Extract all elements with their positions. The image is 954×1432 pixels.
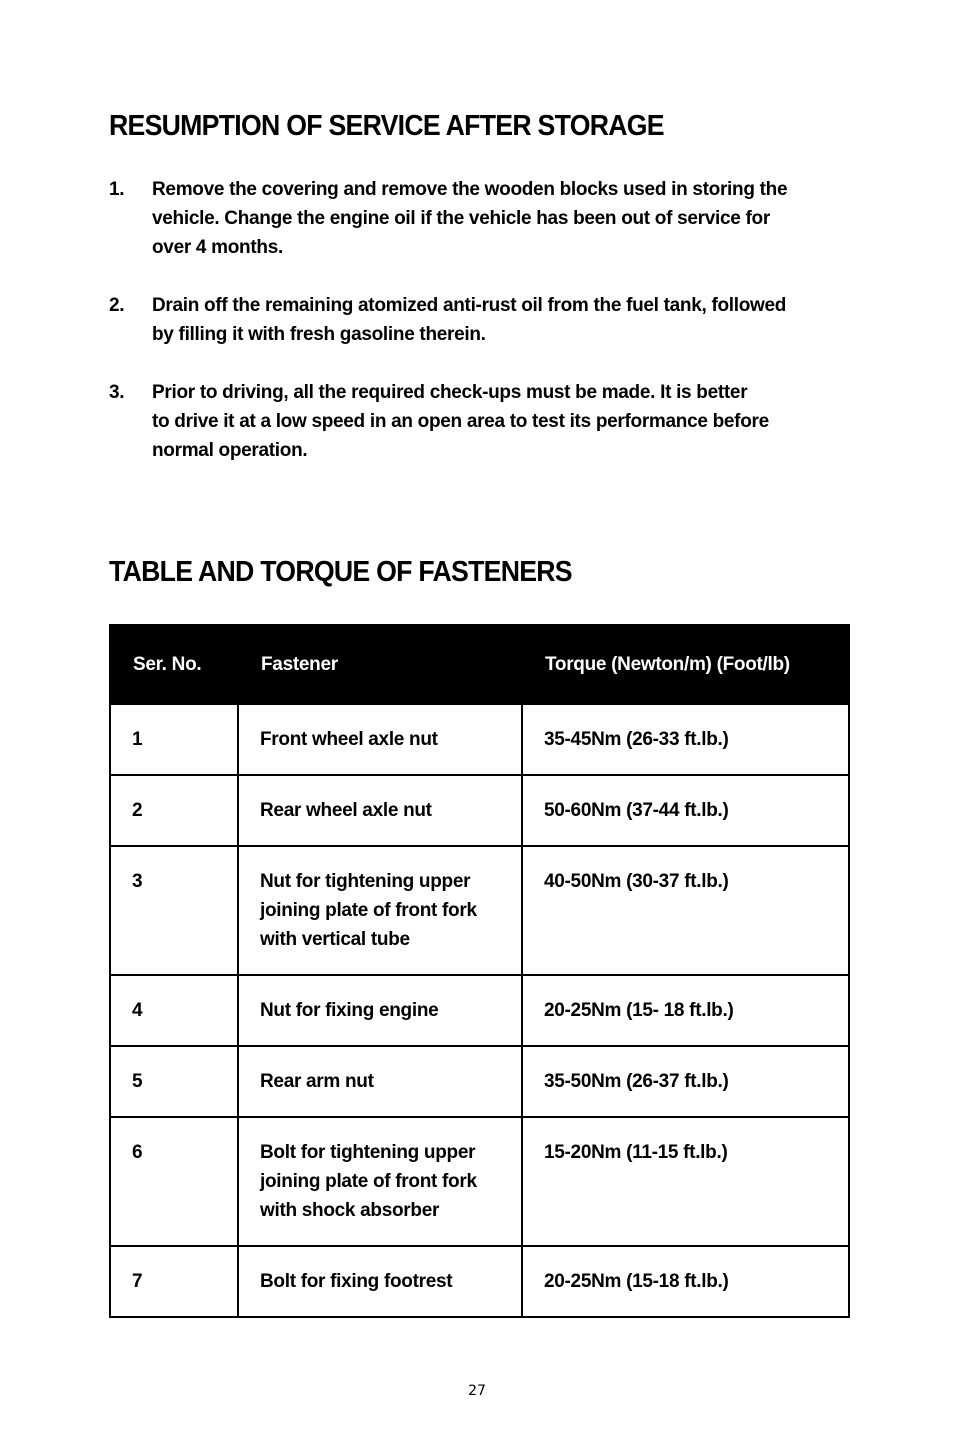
table-row [110,775,849,846]
step-text: Drain off the remaining atomized anti-rust oil from the fuel tank, followed by filling it with fresh gasoline therein. [152,295,787,345]
fastener-torque-table [109,624,850,1318]
cell-torque: 35-45Nm (26-33 ft.lb.) [522,704,849,775]
cell-ser-no: 1 [110,704,238,775]
cell-torque: 50-60Nm (37-44 ft.lb.) [522,775,849,846]
section-title-torque-table: TABLE AND TORQUE OF FASTENERS [109,556,572,588]
table-row [110,975,849,1046]
cell-torque: 20-25Nm (15- 18 ft.lb.) [522,975,849,1046]
table-row [110,1246,849,1317]
cell-fastener: Rear wheel axle nut [238,775,522,846]
cell-ser-no: 7 [110,1246,238,1317]
cell-ser-no: 2 [110,775,238,846]
page-number: 27 [468,1383,486,1399]
cell-torque: 20-25Nm (15-18 ft.lb.) [522,1246,849,1317]
cell-ser-no: 6 [110,1117,238,1246]
step-item [109,291,849,349]
cell-ser-no: 4 [110,975,238,1046]
table-row [110,1046,849,1117]
header-fastener: Fastener [238,625,522,704]
cell-fastener: Rear arm nut [238,1046,522,1117]
cell-ser-no: 5 [110,1046,238,1117]
step-number: 2. [109,295,125,316]
cell-fastener: Nut for tightening upper joining plate of front fork with vertical tube [238,846,522,975]
header-torque: Torque (Newton/m) (Foot/lb) [522,625,849,704]
table-row [110,1117,849,1246]
cell-fastener: Nut for fixing engine [238,975,522,1046]
step-text: Prior to driving, all the required check-ups must be made. It is better to drive it at a low speed in an open area to test its performance before normal operation. [152,382,769,461]
table-header-row [110,625,849,704]
cell-fastener: Bolt for fixing footrest [238,1246,522,1317]
header-ser-no: Ser. No. [110,625,238,704]
step-text: Remove the covering and remove the wooden blocks used in storing the vehicle. Change the engine oil if the vehicle has been out of service for over 4 months. [152,179,788,258]
table-row [110,704,849,775]
cell-torque: 40-50Nm (30-37 ft.lb.) [522,846,849,975]
step-item [109,378,849,465]
cell-fastener: Bolt for tightening upper joining plate of front fork with shock absorber [238,1117,522,1246]
step-number: 3. [109,382,125,403]
resumption-steps-list [109,175,849,494]
cell-fastener: Front wheel axle nut [238,704,522,775]
table-row [110,846,849,975]
step-item [109,175,849,262]
cell-ser-no: 3 [110,846,238,975]
cell-torque: 35-50Nm (26-37 ft.lb.) [522,1046,849,1117]
step-number: 1. [109,179,125,200]
section-title-resumption: RESUMPTION OF SERVICE AFTER STORAGE [109,110,664,142]
cell-torque: 15-20Nm (11-15 ft.lb.) [522,1117,849,1246]
